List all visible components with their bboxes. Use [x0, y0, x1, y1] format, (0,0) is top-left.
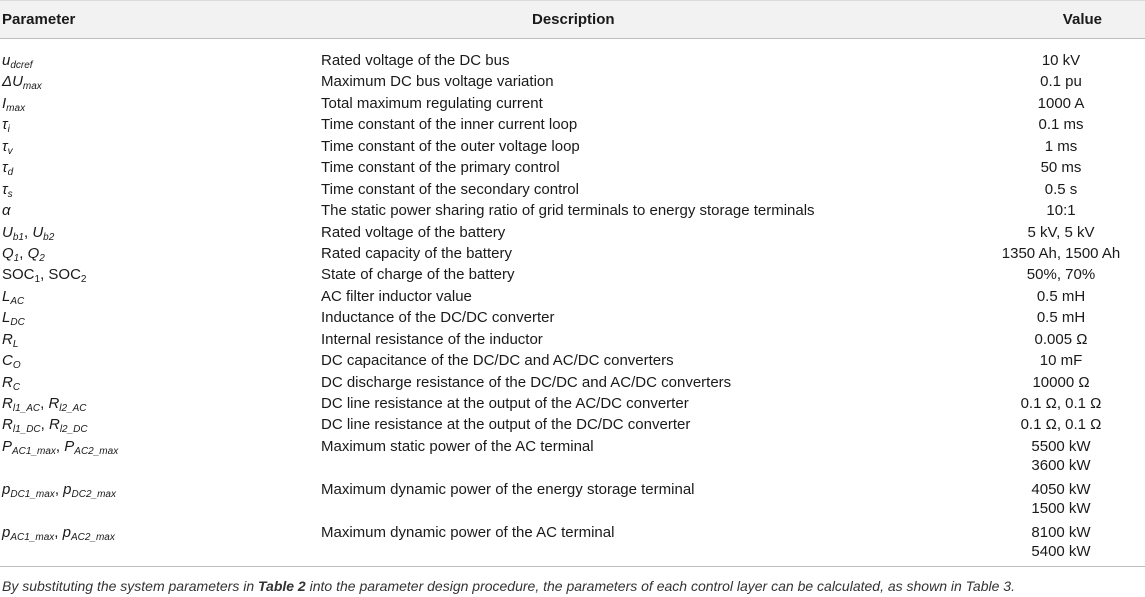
row-value-primary: 0.1 pu [1040, 73, 1082, 91]
row-description: The static power sharing ratio of grid terminals to energy storage terminals [321, 202, 815, 220]
table-bottom-rule [0, 566, 1145, 567]
row-value-primary: 5 kV, 5 kV [1027, 223, 1095, 241]
table-row [0, 287, 1145, 308]
row-description: Time constant of the outer voltage loop [321, 137, 580, 155]
row-description: Maximum DC bus voltage variation [321, 73, 554, 91]
row-value-primary: 1000 A [1037, 94, 1085, 112]
row-parameter: $P_{AC1\_max}$, $P_{AC2\_max}$ [2, 437, 119, 457]
table-row [0, 115, 1145, 136]
table-header [0, 0, 1145, 39]
row-description: Maximum dynamic power of the AC terminal [321, 523, 615, 541]
table-row [0, 308, 1145, 329]
row-parameter: $L_{AC}$ [2, 287, 25, 307]
row-value-primary: 10 kV [1041, 52, 1081, 69]
row-value-primary: 0.005 Ω [1034, 330, 1088, 348]
table-row [0, 244, 1145, 265]
row-parameter: $R_C$ [2, 373, 21, 393]
row-description: Time constant of the primary control [321, 159, 560, 177]
row-value [981, 524, 1141, 560]
row-value [981, 331, 1141, 348]
row-value-primary: 0.1 ms [1038, 116, 1084, 134]
row-parameter: $R_{l1\_DC}$, $R_{l2\_DC}$ [2, 416, 88, 436]
row-parameter: $\Delta U_{max}$ [2, 73, 42, 93]
row-description: Rated voltage of the battery [321, 223, 506, 241]
footnote-before: By substituting the system parameters in [2, 578, 258, 594]
row-description: DC line resistance at the output of the DC/DC converter [321, 416, 691, 434]
table-row [0, 94, 1145, 115]
row-value-secondary: 3600 kW [1031, 456, 1091, 474]
row-description: Rated voltage of the DC bus [321, 52, 510, 69]
row-value [981, 309, 1141, 326]
row-value-primary: 4050 kW [1031, 480, 1091, 498]
row-description: DC capacitance of the DC/DC and AC/DC converters [321, 352, 674, 370]
row-value [981, 395, 1141, 412]
row-parameter: $R_{l1\_AC}$, $R_{l2\_AC}$ [2, 395, 87, 414]
row-value-primary: 0.5 mH [1036, 287, 1086, 305]
row-parameter: $\tau_s$ [2, 180, 13, 200]
footnote-after: into the parameter design procedure, the parameters of each control layer can be calculated, as shown in Table 3. [305, 578, 1015, 594]
table-row [0, 351, 1145, 372]
row-value [981, 181, 1141, 198]
row-parameter: $I_{max}$ [2, 94, 26, 114]
row-value-primary: 0.5 s [1044, 180, 1078, 198]
row-value-primary: 50%, 70% [1026, 266, 1096, 284]
row-parameter: $u_{dcref}$ [2, 52, 33, 71]
row-parameter: $U_{b1}$, $U_{b2}$ [2, 223, 55, 243]
table-row [0, 223, 1145, 244]
table-row [0, 480, 1145, 523]
table-row [0, 265, 1145, 286]
row-value-primary: 0.1 Ω, 0.1 Ω [1020, 395, 1102, 412]
row-description: DC discharge resistance of the DC/DC and AC/DC converters [321, 373, 732, 391]
row-value-primary: 50 ms [1040, 159, 1082, 177]
row-description: AC filter inductor value [321, 287, 472, 305]
row-value [981, 288, 1141, 305]
table-row [0, 158, 1145, 179]
row-value [981, 73, 1141, 90]
row-value-primary: 1350 Ah, 1500 Ah [1001, 244, 1121, 262]
row-value [981, 159, 1141, 176]
row-parameter: α [2, 202, 11, 220]
row-description: Maximum static power of the AC terminal [321, 437, 594, 455]
row-description: Maximum dynamic power of the energy storage terminal [321, 480, 695, 498]
table-row [0, 373, 1145, 394]
row-value-primary: 0.5 mH [1036, 309, 1086, 327]
header-parameter: Parameter [2, 11, 76, 28]
table-row [0, 201, 1145, 222]
row-parameter: $\tau_d$ [2, 159, 14, 179]
row-parameter: $R_L$ [2, 330, 19, 350]
row-description: Rated capacity of the battery [321, 244, 512, 262]
row-value-primary: 8100 kW [1031, 523, 1091, 541]
row-value [981, 352, 1141, 369]
row-value [981, 95, 1141, 112]
row-value-secondary: 1500 kW [1031, 499, 1091, 517]
table-row [0, 330, 1145, 351]
row-description: DC line resistance at the output of the AC/DC converter [321, 395, 689, 412]
row-description: Inductance of the DC/DC converter [321, 309, 555, 327]
row-value [981, 438, 1141, 474]
row-description: Time constant of the secondary control [321, 180, 579, 198]
row-value [981, 138, 1141, 155]
row-value-primary: 5500 kW [1031, 437, 1091, 455]
table-row [0, 180, 1145, 201]
row-value [981, 116, 1141, 133]
row-parameter: $C_O$ [2, 352, 21, 372]
row-value [981, 374, 1141, 391]
row-value-primary: 1 ms [1044, 137, 1078, 155]
row-parameter: $p_{AC1\_max}$, $p_{AC2\_max}$ [2, 523, 115, 543]
table-body [0, 39, 1145, 566]
table-footnote [2, 578, 1015, 594]
row-parameter: $\tau_i$ [2, 116, 10, 136]
row-value [981, 266, 1141, 283]
table-row [0, 51, 1145, 72]
table-row [0, 523, 1145, 566]
row-value [981, 416, 1141, 433]
row-parameter: $L_{DC}$ [2, 309, 25, 329]
row-value [981, 245, 1141, 262]
header-value: Value [1062, 11, 1102, 28]
row-value [981, 202, 1141, 219]
row-value-primary: 10:1 [1046, 202, 1076, 220]
row-description: Time constant of the inner current loop [321, 116, 578, 134]
table-row [0, 72, 1145, 93]
table-row [0, 415, 1145, 436]
footnote-table-ref: Table 2 [258, 578, 306, 594]
row-parameter: $p_{DC1\_max}$, $p_{DC2\_max}$ [2, 480, 116, 500]
row-description: State of charge of the battery [321, 266, 515, 284]
table-row [0, 394, 1145, 415]
row-parameter: $\tau_v$ [2, 137, 13, 157]
table-row [0, 437, 1145, 480]
row-description: Internal resistance of the inductor [321, 330, 543, 348]
row-value-primary: 10000 Ω [1032, 373, 1090, 391]
table-row [0, 137, 1145, 158]
row-value-primary: 10 mF [1039, 352, 1083, 370]
row-parameter: $SOC_1$, $SOC_2$ [2, 266, 87, 286]
header-description: Description [532, 11, 615, 28]
row-parameter: $Q_1$, $Q_2$ [2, 244, 45, 264]
row-value [981, 52, 1141, 69]
row-value-primary: 0.1 Ω, 0.1 Ω [1020, 416, 1102, 434]
row-description: Total maximum regulating current [321, 94, 543, 112]
row-value-secondary: 5400 kW [1031, 542, 1091, 560]
row-value [981, 481, 1141, 517]
row-value [981, 224, 1141, 241]
